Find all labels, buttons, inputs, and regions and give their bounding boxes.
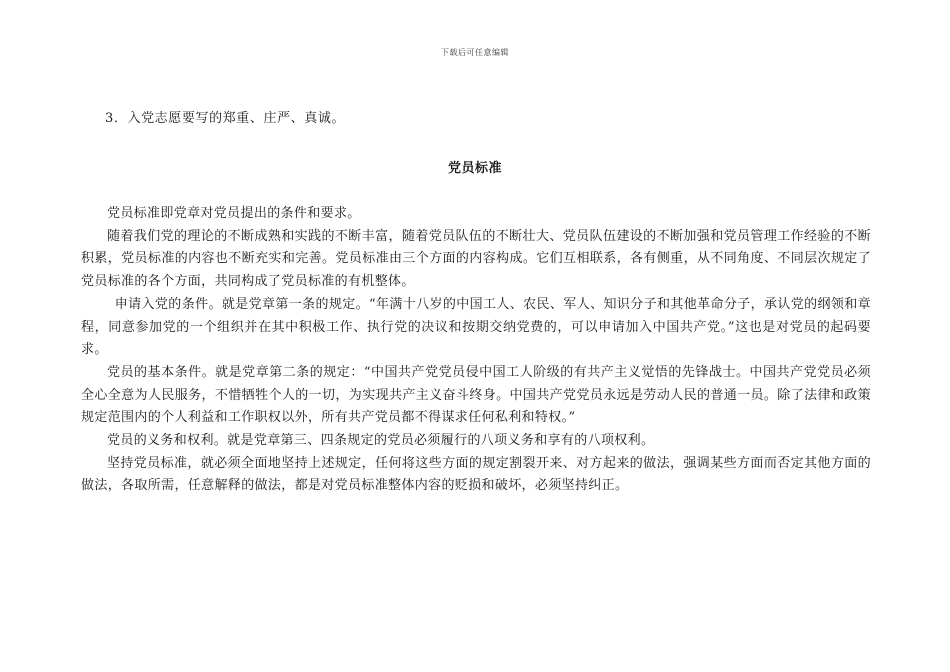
- header-note: 下载后可任意编辑: [441, 48, 509, 57]
- paragraph: 坚持党员标准，就必须全面地坚持上述规定，任何将这些方面的规定割裂开来、对方起来的做法，强调某些方面而否定其他方面的做法，各取所需，任意解释的做法，都是对党员标准整体内容的贬损和破坏，必须坚持纠正。: [81, 455, 871, 494]
- numbered-item: 3．入党志愿要写的郑重、庄严、真诚。: [105, 111, 346, 126]
- section-title: 党员标准: [447, 161, 502, 176]
- paragraph: 申请入党的条件。就是党章第一条的规定。“年满十八岁的中国工人、农民、军人、知识分子和其他革命分子，承认党的纲领和章程，同意参加党的一个组织并在其中积极工作、执行党的决议和按期交纳党费的，可以申请加入中国共产党。”这也是对党员的起码要求。: [81, 296, 871, 358]
- paragraph: 党员的义务和权利。就是党章第三、四条规定的党员必须履行的八项义务和享有的八项权利。: [107, 433, 655, 449]
- paragraph: 随着我们党的理论的不断成熟和实践的不断丰富，随着党员队伍的不断壮大、党员队伍建设的不断加强和党员管理工作经验的不断积累，党员标准的内容也不断充实和完善。党员标准由三个方面的内容构成。它们互相联系，各有侧重，从不同角度、不同层次规定了党员标准的各个方面，共同构成了党员标准的有机整体。: [81, 228, 871, 290]
- paragraph: 党员标准即党章对党员提出的条件和要求。: [107, 206, 361, 221]
- paragraph: 党员的基本条件。就是党章第二条的规定：“中国共产党党员侵中国工人阶级的有共产主义觉悟的先锋战士。中国共产党党员必须全心全意为人民服务，不惜牺牲个人的一切，为实现共产主义奋斗终身。中国共产党党员永远是劳动人民的普通一员。除了法律和政策规定范围内的个人利益和工作职权以外，所有共产党员都不得谋求任何私利和特权。”: [81, 364, 871, 426]
- body-text: [81, 203, 871, 498]
